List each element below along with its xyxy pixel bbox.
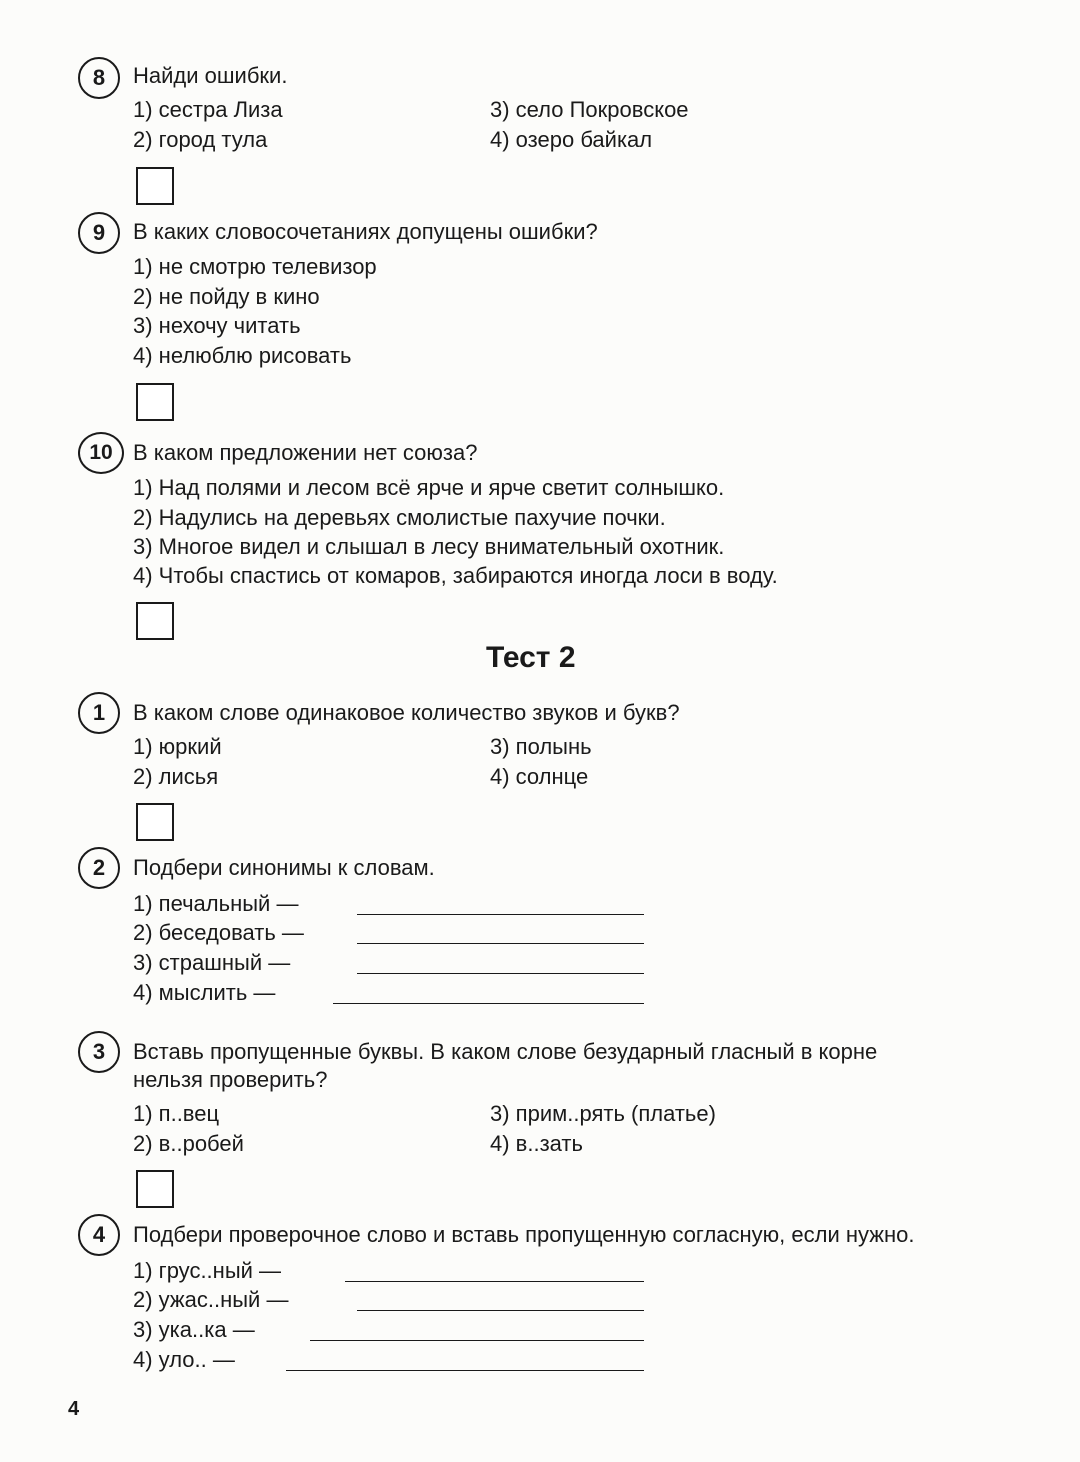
q9-option-2: 2) не пойду в кино <box>133 284 320 309</box>
question-10-text: В каком предложении нет союза? <box>133 440 478 465</box>
t2q4-option-1: 1) грус..ный — <box>133 1258 282 1283</box>
q9-option-4: 4) нелюблю рисовать <box>133 343 352 368</box>
t2q3-option-1: 1) п..вец <box>133 1101 220 1126</box>
t2q1-option-1: 1) юркий <box>133 734 222 759</box>
t2q2-option-2: 2) беседовать — <box>133 920 304 945</box>
question-number-9: 9 <box>78 212 120 254</box>
q10-option-2: 2) Надулись на деревьях смолистые пахучие почки. <box>133 505 666 530</box>
t2-question-2-text: Подбери синонимы к словам. <box>133 855 435 880</box>
q8-option-1: 1) сестра Лиза <box>133 97 283 122</box>
t2q4-option-3: 3) ука..ка — <box>133 1317 255 1342</box>
t2-question-number-2: 2 <box>78 847 120 889</box>
t2q1-option-4: 4) солнце <box>490 764 589 789</box>
t2-question-3-text-line-1: Вставь пропущенные буквы. В каком слове безударный гласный в корне <box>133 1039 878 1064</box>
t2q3-option-2: 2) в..робей <box>133 1131 244 1156</box>
q9-answer-box[interactable] <box>136 383 174 421</box>
t2q2-answer-line-1[interactable] <box>357 914 644 915</box>
q9-option-3: 3) нехочу читать <box>133 313 301 338</box>
question-8-text: Найди ошибки. <box>133 63 288 88</box>
t2q3-option-4: 4) в..зать <box>490 1131 583 1156</box>
t2q2-answer-line-4[interactable] <box>333 1003 644 1004</box>
t2-question-3-text-line-2: нельзя проверить? <box>133 1067 328 1092</box>
t2-question-4-text: Подбери проверочное слово и вставь пропущенную согласную, если нужно. <box>133 1222 915 1247</box>
q8-option-3: 3) село Покровское <box>490 97 689 122</box>
q8-option-2: 2) город тула <box>133 127 268 152</box>
q10-option-4: 4) Чтобы спастись от комаров, забираются иногда лоси в воду. <box>133 563 778 588</box>
t2q1-option-2: 2) лисья <box>133 764 219 789</box>
t2q2-option-3: 3) страшный — <box>133 950 291 975</box>
t2q1-answer-box[interactable] <box>136 803 174 841</box>
q9-option-1: 1) не смотрю телевизор <box>133 254 377 279</box>
question-number-10: 10 <box>78 432 124 474</box>
t2q4-option-2: 2) ужас..ный — <box>133 1287 289 1312</box>
t2q2-option-1: 1) печальный — <box>133 891 299 916</box>
q10-option-1: 1) Над полями и лесом всё ярче и ярче светит солнышко. <box>133 475 725 500</box>
question-number-8: 8 <box>78 57 120 99</box>
t2q1-option-3: 3) полынь <box>490 734 592 759</box>
q10-option-3: 3) Многое видел и слышал в лесу внимательный охотник. <box>133 534 725 559</box>
t2q3-answer-box[interactable] <box>136 1170 174 1208</box>
t2q4-answer-line-1[interactable] <box>345 1281 644 1282</box>
q10-answer-box[interactable] <box>136 602 174 640</box>
t2q4-answer-line-3[interactable] <box>310 1340 644 1341</box>
q8-option-4: 4) озеро байкал <box>490 127 653 152</box>
t2-question-number-3: 3 <box>78 1031 120 1073</box>
q8-answer-box[interactable] <box>136 167 174 205</box>
t2q4-option-4: 4) уло.. — <box>133 1347 235 1372</box>
t2-question-number-4: 4 <box>78 1214 120 1256</box>
t2-question-number-1: 1 <box>78 692 120 734</box>
t2q2-option-4: 4) мыслить — <box>133 980 276 1005</box>
test-heading: Тест 2 <box>486 641 576 674</box>
question-9-text: В каких словосочетаниях допущены ошибки? <box>133 219 598 244</box>
t2q3-option-3: 3) прим..рять (платье) <box>490 1101 716 1126</box>
t2q2-answer-line-3[interactable] <box>357 973 644 974</box>
t2-question-1-text: В каком слове одинаковое количество звуков и букв? <box>133 700 680 725</box>
t2q2-answer-line-2[interactable] <box>357 943 644 944</box>
t2q4-answer-line-4[interactable] <box>286 1370 644 1371</box>
t2q4-answer-line-2[interactable] <box>357 1310 644 1311</box>
page-number: 4 <box>68 1398 80 1420</box>
